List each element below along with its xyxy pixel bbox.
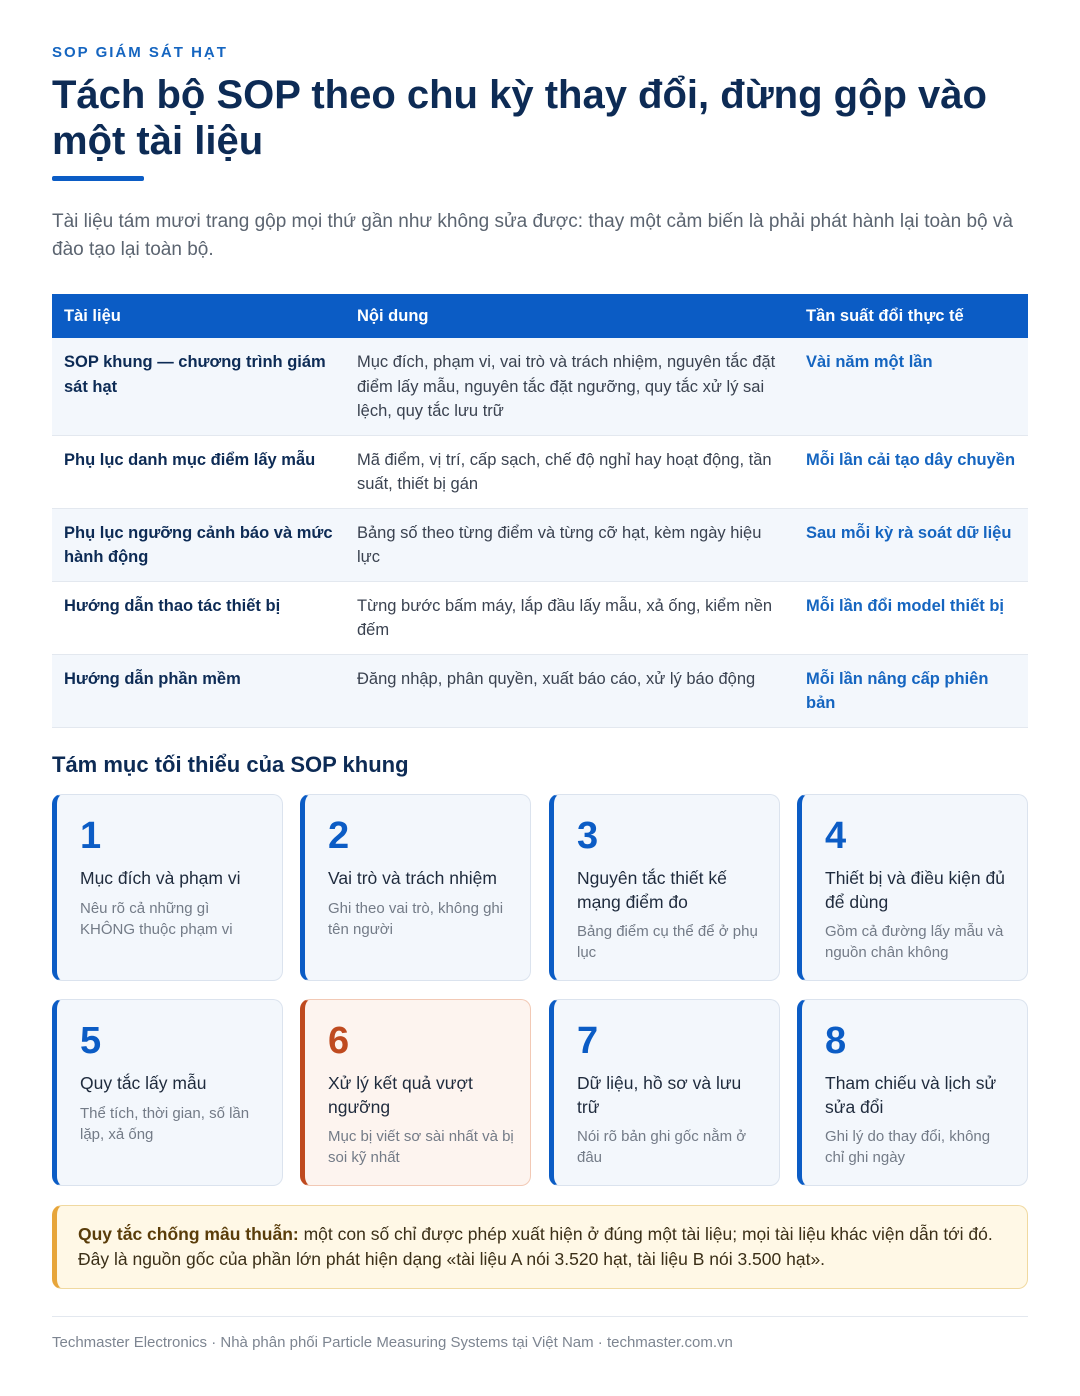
column-header-content: Nội dung	[345, 294, 794, 338]
section-card	[52, 999, 283, 1186]
card-title: Tham chiếu và lịch sử sửa đổi	[825, 1073, 997, 1117]
card-title: Quy tắc lấy mẫu	[80, 1073, 207, 1093]
rule-label: Quy tắc chống mâu thuẫn:	[78, 1224, 299, 1244]
section-card	[797, 794, 1028, 981]
card-number: 3	[577, 815, 599, 857]
table-row	[52, 435, 1028, 508]
card-description: Nêu rõ cả những gì KHÔNG thuộc phạm vi	[80, 899, 233, 938]
footer-text: Techmaster Electronics · Nhà phân phối Particle Measuring Systems tại Việt Nam · techmaster.com.vn	[52, 1334, 733, 1351]
cell-document: Phụ lục danh mục điểm lấy mẫu	[52, 435, 345, 508]
card-number: 6	[328, 1020, 350, 1062]
card-description: Nói rõ bản ghi gốc nằm ở đâu	[577, 1128, 747, 1166]
title-underline	[52, 176, 144, 181]
table-row	[52, 654, 1028, 727]
table-row	[52, 508, 1028, 581]
card-title: Thiết bị và điều kiện đủ để dùng	[825, 868, 1005, 912]
cell-content: Bảng số theo từng điểm và từng cỡ hạt, kèm ngày hiệu lực	[345, 508, 794, 581]
document-table	[52, 294, 1028, 728]
page-title: Tách bộ SOP theo chu kỳ thay đổi, đừng gộp vào một tài liệu	[52, 73, 987, 163]
cell-document: SOP khung — chương trình giám sát hạt	[52, 338, 345, 435]
section-title: Tám mục tối thiểu của SOP khung	[52, 752, 409, 777]
card-title: Vai trò và trách nhiệm	[328, 868, 497, 888]
cell-frequency: Mỗi lần cải tạo dây chuyền	[794, 435, 1028, 508]
card-title: Xử lý kết quả vượt ngưỡng	[328, 1073, 473, 1117]
card-number: 7	[577, 1020, 599, 1062]
cell-content: Mục đích, phạm vi, vai trò và trách nhiệm, nguyên tắc đặt điểm lấy mẫu, nguyên tắc đặt ngưỡng, quy tắc xử lý sai lệch, quy tắc lưu trữ	[345, 338, 794, 435]
card-description: Thể tích, thời gian, số lần lặp, xả ống	[80, 1104, 250, 1143]
table-row	[52, 581, 1028, 654]
rule-callout	[52, 1205, 1028, 1289]
cell-frequency: Vài năm một lần	[794, 338, 1028, 435]
card-number: 1	[80, 815, 102, 857]
cell-frequency: Mỗi lần đổi model thiết bị	[794, 581, 1028, 654]
card-description: Ghi theo vai trò, không ghi tên người	[328, 899, 504, 938]
card-number: 2	[328, 815, 350, 857]
table-header-row	[52, 294, 1028, 338]
cell-frequency: Mỗi lần nâng cấp phiên bản	[794, 654, 1028, 727]
card-description: Mục bị viết sơ sài nhất và bị soi kỹ nhất	[328, 1128, 514, 1166]
section-card	[797, 999, 1028, 1186]
rule-text: một con số chỉ được phép xuất hiện ở đúng một tài liệu; mọi tài liệu khác viện dẫn tới đó. Đây là nguồn gốc của phần lớn phát hiện dạng «tài liệu A nói 3.520 hạt, tài liệu B nói 3.500 hạt».	[78, 1224, 993, 1269]
cell-document: Hướng dẫn phần mềm	[52, 654, 345, 727]
column-header-frequency: Tần suất đổi thực tế	[794, 294, 1028, 338]
card-title: Nguyên tắc thiết kế mạng điểm đo	[577, 868, 727, 912]
section-card	[52, 794, 283, 981]
lead-paragraph: Tài liệu tám mươi trang gộp mọi thứ gần như không sửa được: thay một cảm biến là phải phát hành lại toàn bộ và đào tạo lại toàn bộ.	[52, 211, 1013, 260]
card-title: Dữ liệu, hồ sơ và lưu trữ	[577, 1073, 742, 1117]
card-number: 8	[825, 1020, 847, 1062]
card-description: Gồm cả đường lấy mẫu và nguồn chân không	[825, 923, 1004, 961]
cell-document: Hướng dẫn thao tác thiết bị	[52, 581, 345, 654]
card-description: Ghi lý do thay đổi, không chỉ ghi ngày	[825, 1128, 991, 1166]
eyebrow: SOP GIÁM SÁT HẠT	[52, 44, 228, 61]
column-header-document: Tài liệu	[52, 294, 345, 338]
table-row	[52, 338, 1028, 435]
section-card	[549, 999, 780, 1186]
cell-content: Từng bước bấm máy, lắp đầu lấy mẫu, xả ống, kiểm nền đếm	[345, 581, 794, 654]
card-number: 4	[825, 815, 847, 857]
card-title: Mục đích và phạm vi	[80, 868, 241, 888]
section-card	[300, 794, 531, 981]
footer-divider	[52, 1316, 1028, 1317]
cell-content: Đăng nhập, phân quyền, xuất báo cáo, xử lý báo động	[345, 654, 794, 727]
card-number: 5	[80, 1020, 102, 1062]
section-card-highlighted	[300, 999, 531, 1186]
cell-document: Phụ lục ngưỡng cảnh báo và mức hành động	[52, 508, 345, 581]
cell-frequency: Sau mỗi kỳ rà soát dữ liệu	[794, 508, 1028, 581]
card-description: Bảng điểm cụ thể để ở phụ lục	[577, 923, 758, 961]
cell-content: Mã điểm, vị trí, cấp sạch, chế độ nghỉ hay hoạt động, tần suất, thiết bị gán	[345, 435, 794, 508]
section-card	[549, 794, 780, 981]
